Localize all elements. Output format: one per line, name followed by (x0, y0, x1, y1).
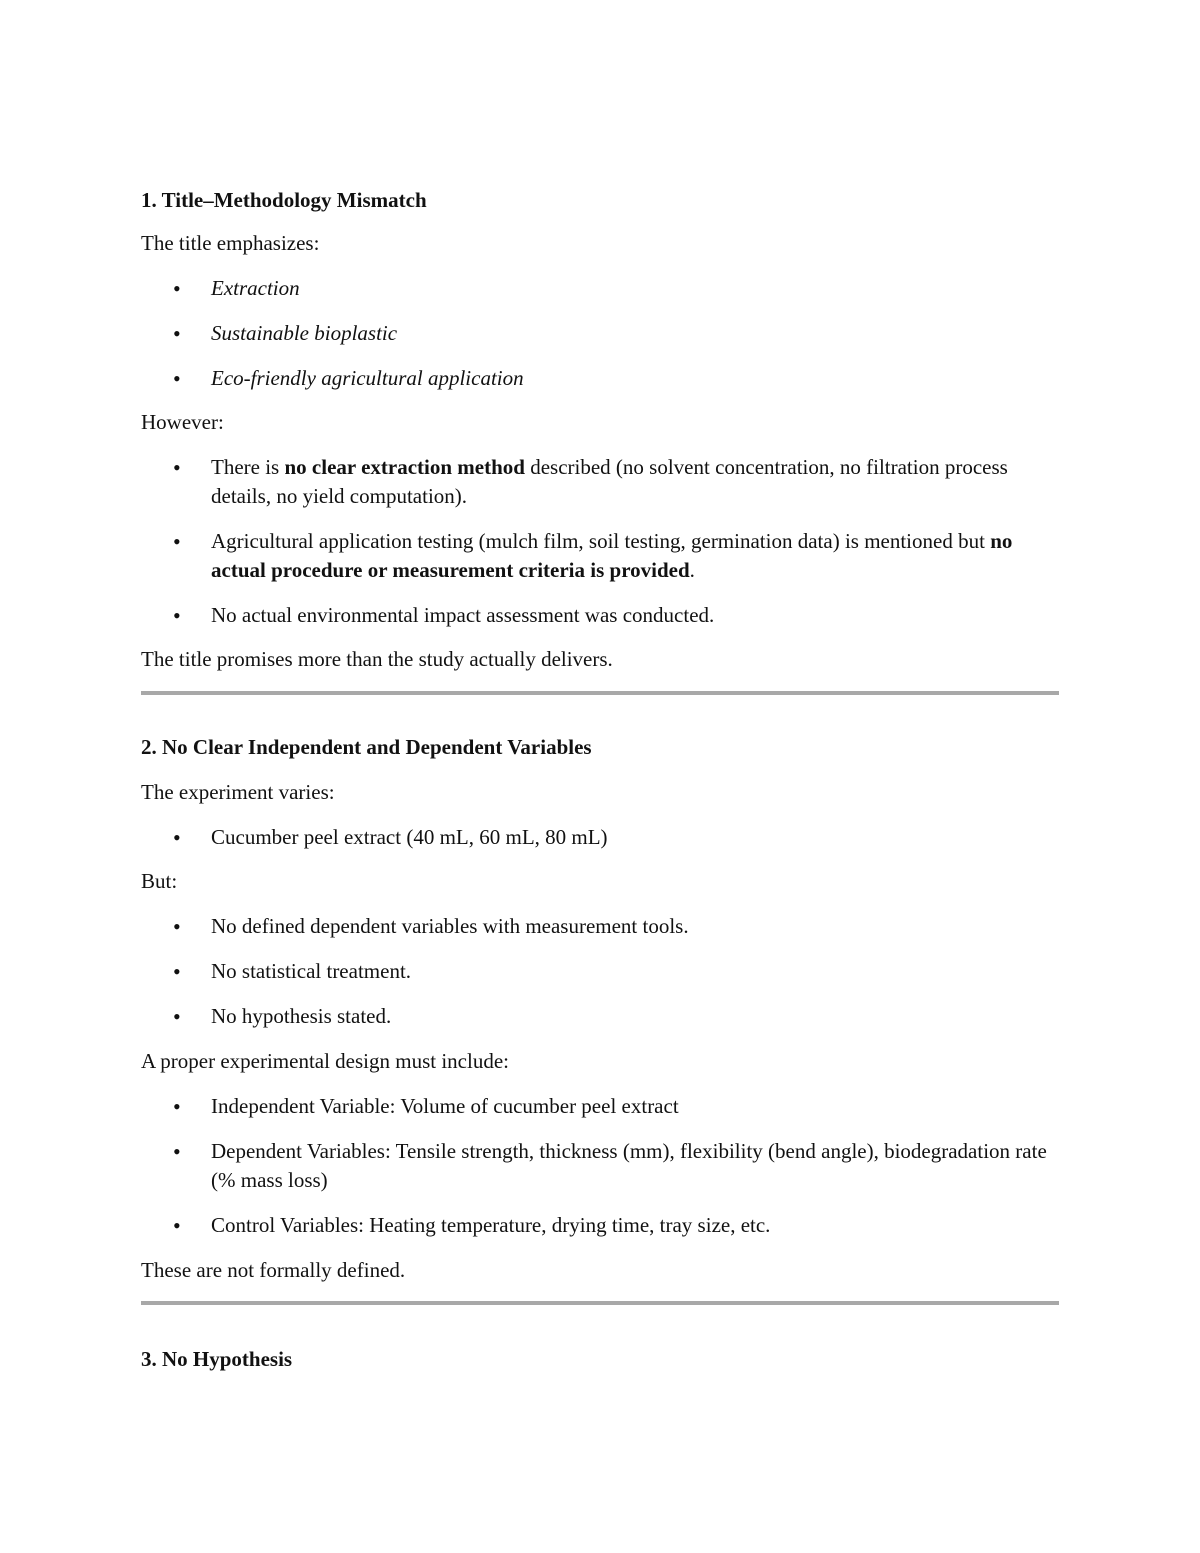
however-list (141, 453, 1059, 630)
but-label: But: (141, 869, 178, 893)
list-item: • Independent Variable: Volume of cucumber peel extract (141, 1092, 1059, 1121)
design-list (141, 1092, 1059, 1240)
list-item: • Dependent Variables: Tensile strength, thickness (mm), flexibility (bend angle), biodegradation rate (% mass loss) (141, 1137, 1059, 1195)
section-2-intro: The experiment varies: (141, 780, 335, 804)
list-item: • Cucumber peel extract (40 mL, 60 mL, 80 mL) (141, 823, 1059, 852)
design-label: A proper experimental design must include: (141, 1049, 509, 1073)
list-item: • There is no clear extraction method described (no solvent concentration, no filtration process details, no yield computation). (141, 453, 1059, 511)
list-item: • No actual environmental impact assessment was conducted. (141, 601, 1059, 630)
list-item: • Sustainable bioplastic (141, 319, 1059, 348)
list-item: • Agricultural application testing (mulch film, soil testing, germination data) is mentioned but no actual procedure or measurement criteria is provided. (141, 527, 1059, 585)
section-1-conclusion: The title promises more than the study actually delivers. (141, 647, 613, 671)
list-item: • No statistical treatment. (141, 957, 1059, 986)
list-item: • Control Variables: Heating temperature, drying time, tray size, etc. (141, 1211, 1059, 1240)
but-list (141, 912, 1059, 1031)
emphasis-list (141, 274, 1059, 393)
list-item: • No hypothesis stated. (141, 1002, 1059, 1031)
section-1-intro: The title emphasizes: (141, 231, 320, 255)
list-item: • Eco-friendly agricultural application (141, 364, 1059, 393)
section-2-conclusion: These are not formally defined. (141, 1258, 406, 1282)
section-1-heading: 1. Title–Methodology Mismatch (141, 188, 427, 212)
section-divider (141, 1301, 1059, 1305)
varies-list (141, 823, 1059, 852)
however-label: However: (141, 410, 224, 434)
section-2-heading: 2. No Clear Independent and Dependent Variables (141, 735, 592, 759)
list-item: • No defined dependent variables with measurement tools. (141, 912, 1059, 941)
section-divider (141, 691, 1059, 695)
section-3-heading: 3. No Hypothesis (141, 1347, 293, 1371)
list-item: • Extraction (141, 274, 1059, 303)
document-page (141, 186, 1059, 1374)
